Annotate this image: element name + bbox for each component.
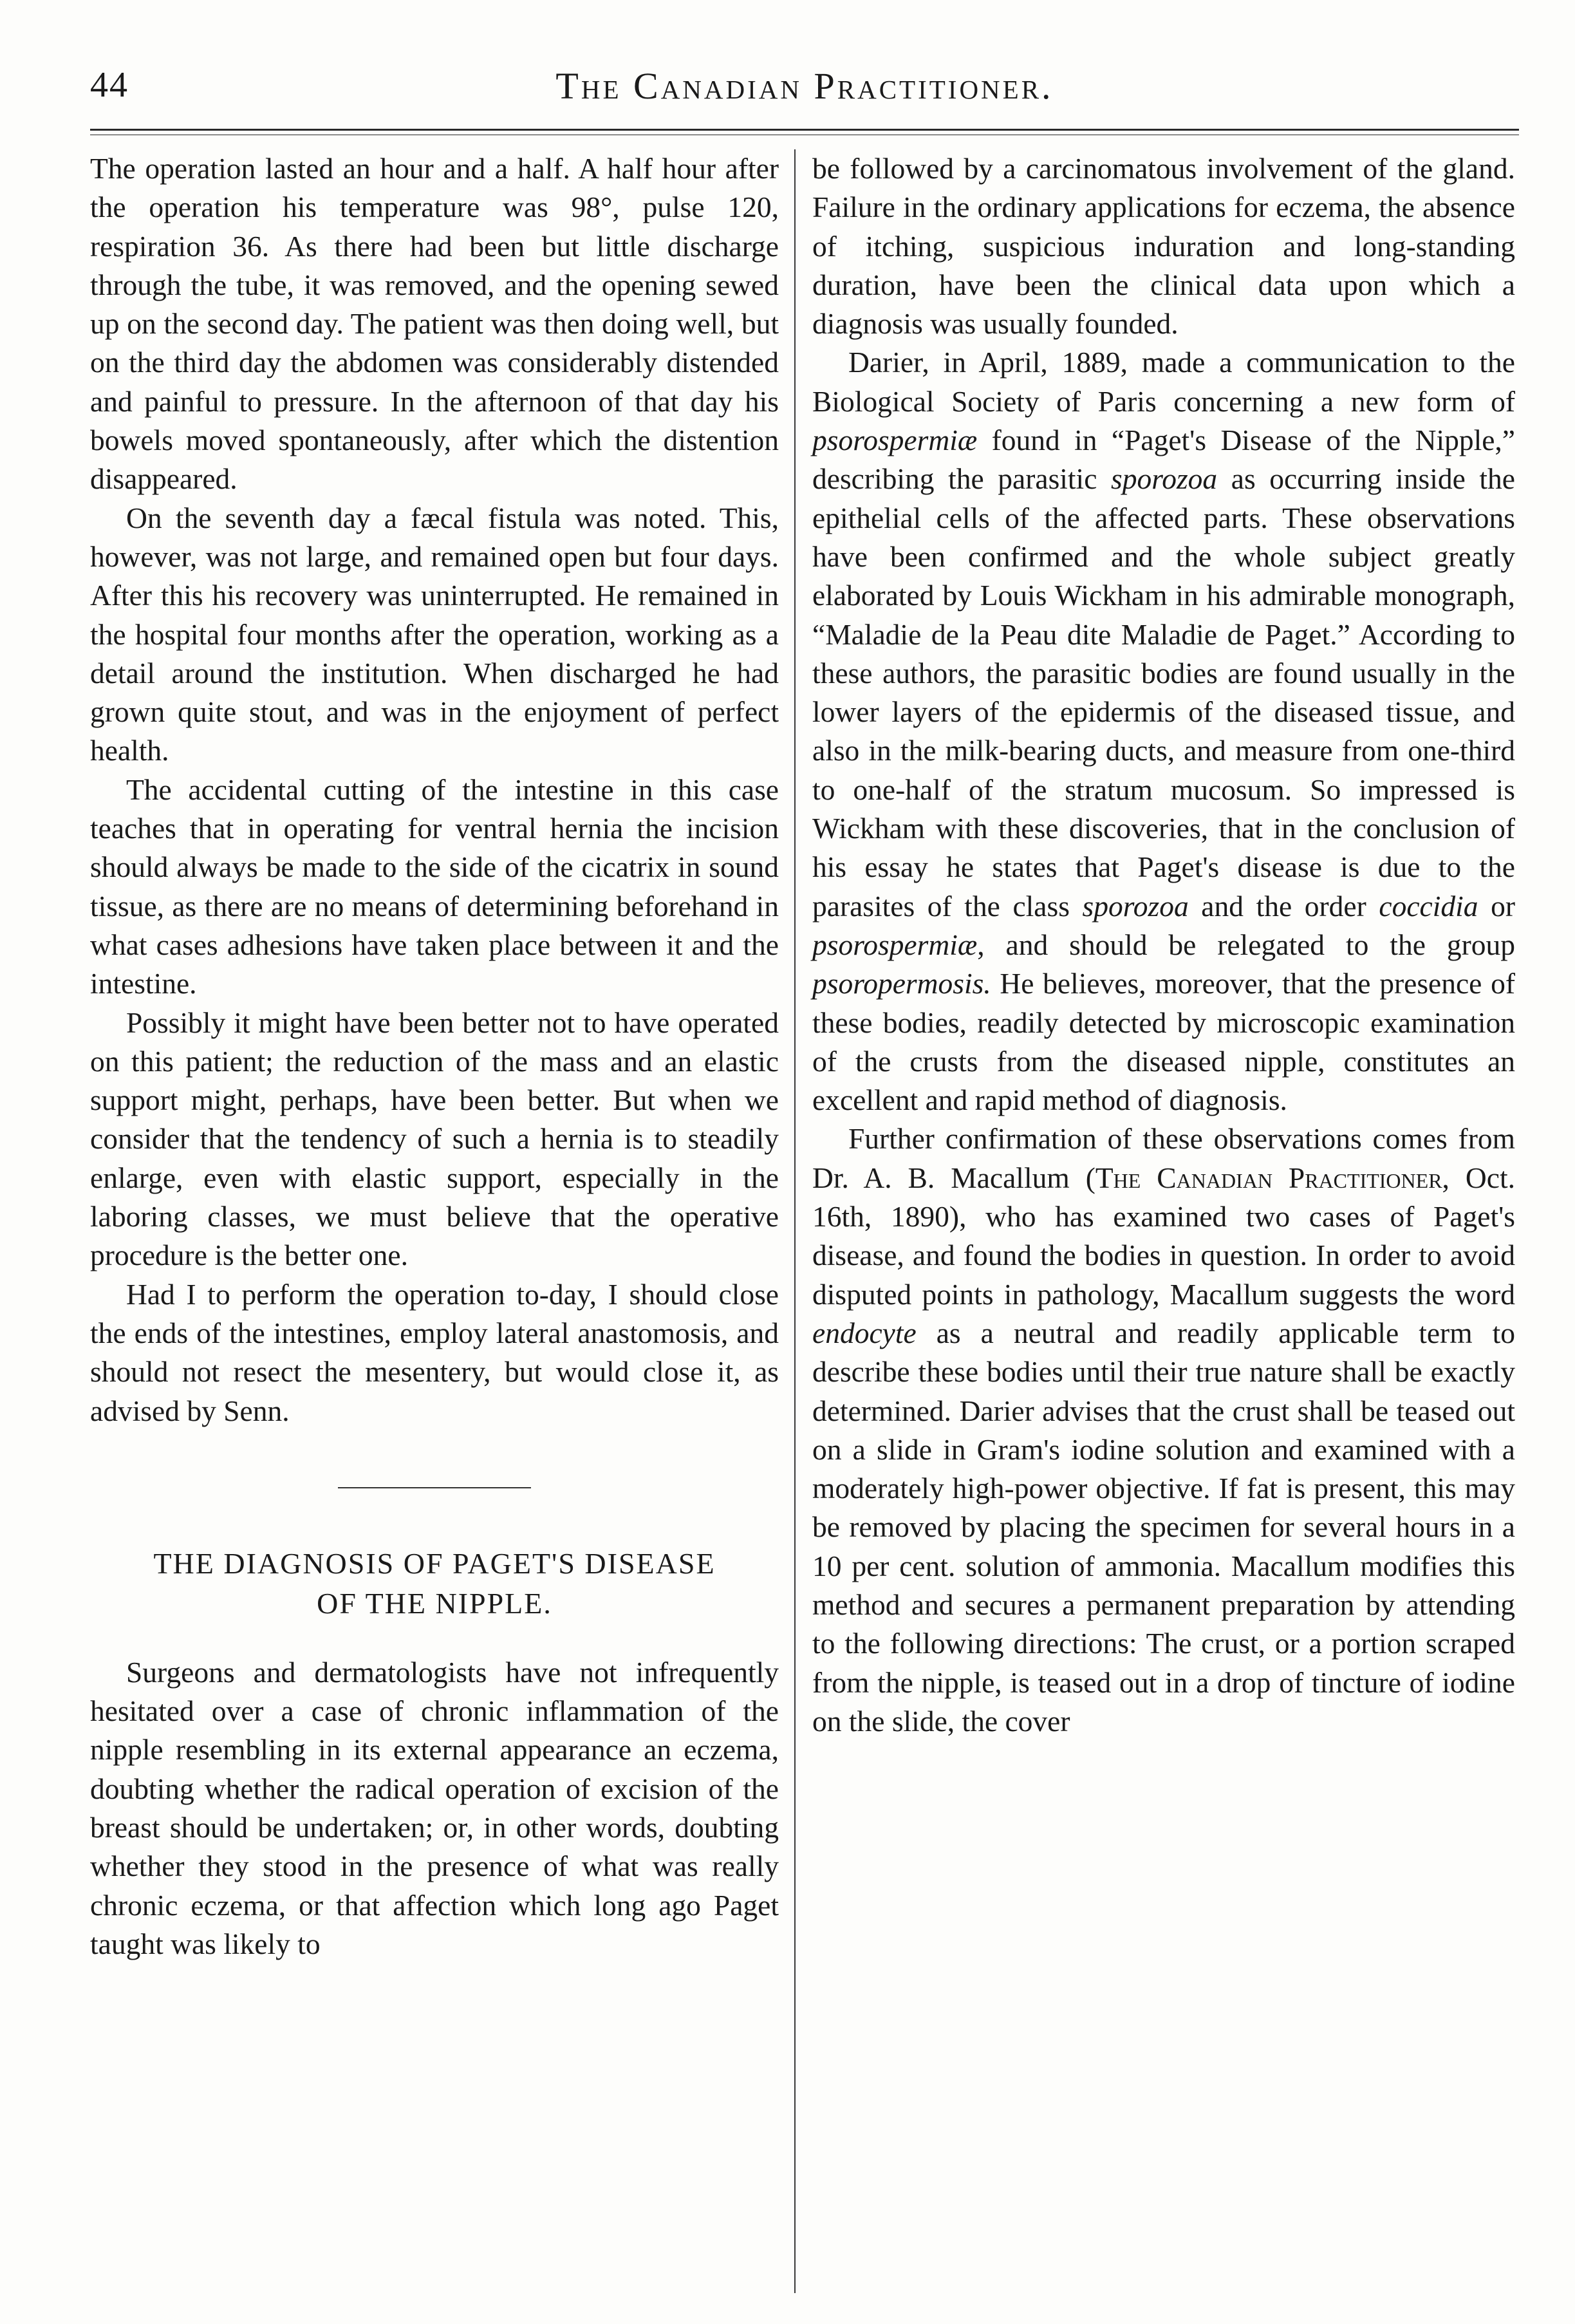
italic-term: psorospermiæ bbox=[812, 928, 978, 961]
section-divider bbox=[338, 1487, 531, 1488]
section-heading-line-1: THE DIAGNOSIS OF PAGET'S DISEASE bbox=[153, 1546, 716, 1580]
journal-title: The Canadian Practitioner. bbox=[555, 65, 1054, 107]
section-heading-line-2: OF THE NIPPLE. bbox=[317, 1586, 552, 1620]
text-run: and the order bbox=[1188, 889, 1379, 923]
section-heading bbox=[90, 1544, 779, 1624]
italic-term: endocyte bbox=[812, 1316, 917, 1349]
page-number: 44 bbox=[90, 65, 129, 105]
italic-term: sporozoa bbox=[1110, 462, 1218, 496]
running-head bbox=[90, 64, 1519, 116]
paragraph-seventh-day: On the seventh day a fæcal fistula was noted. This, however, was not large, and remained open but four days. After this his recovery was uninterrupted. He remained in the hospital four months after the operation, working as a detail around the institution. When discharged he had grown quite stout, and was in the enjoyment of perfect health. bbox=[90, 501, 779, 767]
italic-term: psoropermosis. bbox=[812, 967, 991, 1000]
italic-term: sporozoa bbox=[1082, 889, 1189, 923]
italic-term: coccidia bbox=[1379, 889, 1478, 923]
journal-citation: The Canadian Practitioner bbox=[1095, 1161, 1442, 1194]
right-column bbox=[812, 149, 1515, 1741]
text-run: as a neutral and readily applicable term to describe these bodies until their true nature shall be exactly determined. Darier advises that the crust shall be teased out on a slide in Gram's iodine solution and examined with a moderately high-power objective. If fat is present, this may be removed by placing the specimen for several hours in a 10 per cent. solution of ammonia. Macallum modifies this method and secures a permanent preparation by attending to the following directions: The crust, or a portion scraped from the nipple, is teased out in a drop of tincture of iodine on the slide, the cover bbox=[812, 1316, 1515, 1738]
paragraph-accidental-cutting: The accidental cutting of the intestine in this case teaches that in operating for ventral hernia the incision should always be made to the side of the cicatrix in sound tissue, as there are no means of determining beforehand in what cases adhesions have taken place between it and the intestine. bbox=[90, 773, 779, 1000]
paragraph-darier bbox=[812, 343, 1515, 1120]
column-divider bbox=[794, 149, 796, 2293]
header-rule bbox=[90, 129, 1519, 135]
text-run: found in “Paget's Disease of the Nipple,” describing the parasitic bbox=[812, 424, 1515, 496]
text-run: He believes, moreover, that the presence of these bodies, readily detected by microscopic examination of the crusts from the diseased nipple, constitutes an excellent and rapid method of diagnosis. bbox=[812, 967, 1515, 1117]
paragraph-surgeons: Surgeons and dermatologists have not infrequently hesitated over a case of chronic inflammation of the nipple resembling in its external appearance an eczema, doubting whether the radical operation of excision of the breast should be undertaken; or, in other words, doubting whether they stood in the presence of what was really chronic eczema, or that affection which long ago Paget taught was likely to bbox=[90, 1655, 779, 1960]
paragraph-followed: be followed by a carcinomatous involvement of the gland. Failure in the ordinary applications for eczema, the absence of itching, suspicious induration and long-standing duration, have been the clinical data upon which a diagnosis was usually founded. bbox=[812, 152, 1515, 341]
paragraph-had-i: Had I to perform the operation to-day, I should close the ends of the intestines, employ lateral anastomosis, and should not resect the mesentery, but would close it, as advised by Senn. bbox=[90, 1277, 779, 1427]
paragraph-operation: The operation lasted an hour and a half. A half hour after the operation his temperature was 98°, pulse 120, respiration 36. As there had been but little discharge through the tube, it was removed, and the opening sewed up on the second day. The patient was then doing well, but on the third day the abdomen was considerably distended and painful to pressure. In the afternoon of that day his bowels moved spontaneously, after which the distention disappeared. bbox=[90, 152, 779, 496]
text-run: as occurring inside the epithelial cells of the affected parts. These observations have been confirmed and the whole subject greatly elaborated by Louis Wickham in his admirable monograph, “Maladie de la Peau dite Maladie de Paget.” According to these authors, the parasitic bodies are found usually in the lower layers of the epidermis of the diseased tissue, and also in the milk-bearing ducts, and measure from one-third to one-half of the stratum mucosum. So impressed is Wickham with these discoveries, that in the conclusion of his essay he states that Paget's disease is due to the parasites of the class bbox=[812, 462, 1515, 923]
text-run: , and should be relegated to the group bbox=[977, 928, 1515, 961]
italic-term: psorospermiæ bbox=[812, 424, 978, 457]
text-run: or bbox=[1478, 889, 1515, 923]
text-run: , Oct. 16th, 1890), who has examined two cases of Paget's disease, and found the bodies in question. In order to avoid disputed points in pathology, Macallum suggests the word bbox=[812, 1161, 1515, 1311]
text-run: Further confirmation of these observations comes from Dr. A. B. Macallum ( bbox=[812, 1122, 1515, 1194]
paragraph-possibly: Possibly it might have been better not to have operated on this patient; the reduction of the mass and an elastic support might, perhaps, have been better. But when we consider that the tendency of such a hernia is to steadily enlarge, even with elastic support, especially in the laboring classes, we must believe that the operative procedure is the better one. bbox=[90, 1006, 779, 1272]
paragraph-further-confirmation bbox=[812, 1120, 1515, 1741]
left-column bbox=[90, 149, 779, 1963]
text-run: Darier, in April, 1889, made a communication to the Biological Society of Paris concerning a new form of bbox=[812, 346, 1515, 418]
